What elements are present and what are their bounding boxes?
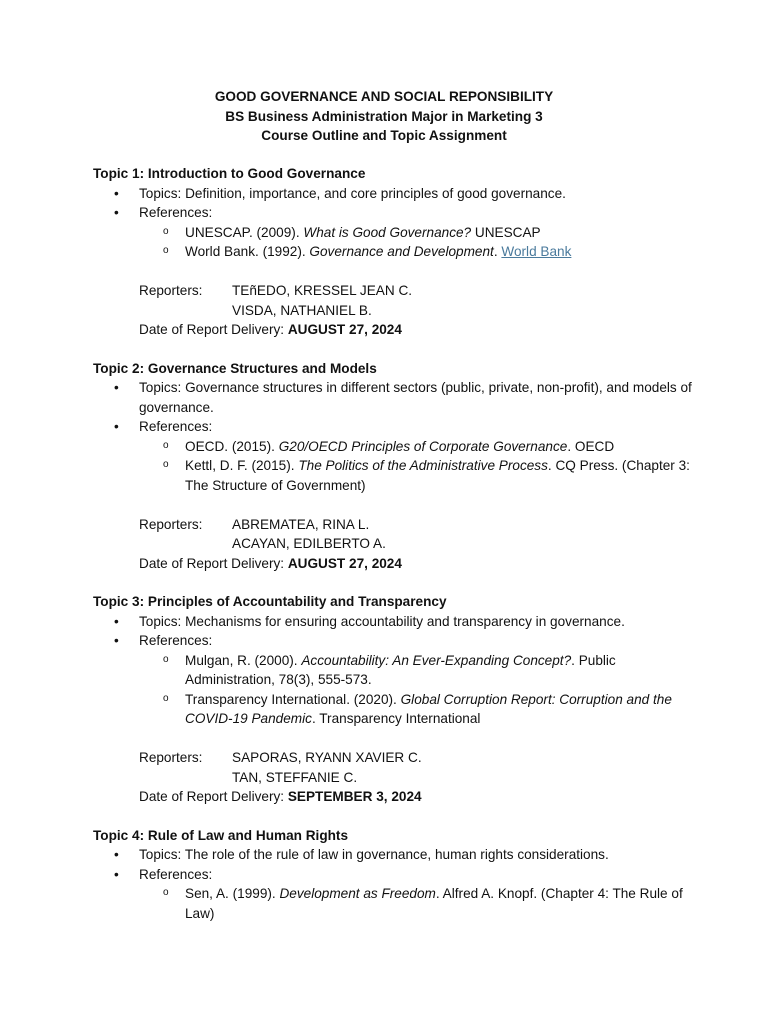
topics-text: Topics: Governance structures in different sectors (public, private, non-profit), and models of governance. (139, 380, 692, 415)
reference-title: Global Corruption Report: Corruption and the COVID-19 Pandemic (185, 691, 672, 726)
references-label: References: (139, 633, 213, 648)
topic-bullets (93, 184, 693, 262)
reference-item (139, 651, 693, 690)
topics-text: Topics: Mechanisms for ensuring accountability and transparency in governance. (139, 613, 625, 629)
references-bullet (93, 631, 693, 729)
topic-1-section (93, 164, 693, 340)
date-label: Date of Report Delivery: (139, 322, 288, 337)
reference-source: UNESCAP (471, 224, 541, 240)
reporters-block (139, 515, 693, 574)
reference-author: UNESCAP. (2009). (185, 224, 304, 240)
report-date: AUGUST 27, 2024 (287, 555, 402, 571)
date-label: Date of Report Delivery: (139, 789, 288, 804)
reference-author: Mulgan, R. (2000). (185, 652, 302, 668)
reference-title: What is Good Governance? (303, 224, 472, 240)
reporters-block (139, 748, 693, 807)
reference-author: OECD. (2015). (185, 438, 279, 454)
reference-source: . Alfred A. Knopf. (Chapter 4: The Rule of Law) (185, 886, 683, 921)
reporters-label: Reporters: (139, 750, 203, 765)
course-title: GOOD GOVERNANCE AND SOCIAL REPONSIBILITY (214, 89, 554, 104)
reference-list (139, 223, 693, 262)
reference-title: Governance and Development (309, 244, 494, 259)
document-header (0, 87, 768, 146)
reference-source: . (493, 244, 502, 259)
reference-item (139, 456, 693, 495)
topics-text: Topics: The role of the rule of law in governance, human rights considerations. (139, 847, 609, 862)
reference-title: The Politics of the Administrative Process (298, 458, 548, 473)
topic-title: Topic 4: Rule of Law and Human Rights (93, 827, 349, 843)
date-label: Date of Report Delivery: (139, 555, 288, 571)
reference-item (139, 884, 693, 923)
reference-list (139, 651, 693, 729)
reporter-name: VISDA, NATHANIEL B. (232, 302, 372, 318)
reference-source: . Transparency International (311, 711, 481, 726)
topics-bullet (93, 378, 693, 417)
reporters-label: Reporters: (139, 283, 203, 298)
reference-source: . OECD (567, 438, 615, 454)
reference-list (139, 884, 693, 923)
reference-title: Development as Freedom (279, 886, 436, 901)
reference-item (139, 690, 693, 729)
reference-item (139, 437, 693, 457)
reference-source: . Public Administration, 78(3), 555-573. (185, 652, 616, 687)
topic-title: Topic 3: Principles of Accountability and Transparency (93, 594, 447, 609)
topic-bullets (93, 612, 693, 729)
references-bullet (93, 203, 693, 262)
reporters-label: Reporters: (139, 516, 203, 532)
reference-source: . CQ Press. (Chapter 3: The Structure of Government) (185, 458, 690, 493)
topic-title: Topic 1: Introduction to Good Governance (93, 166, 366, 181)
reference-list (139, 437, 693, 496)
report-date: SEPTEMBER 3, 2024 (287, 789, 422, 804)
references-bullet (93, 865, 693, 924)
reporter-name: SAPORAS, RYANN XAVIER C. (232, 750, 422, 765)
topic-title: Topic 2: Governance Structures and Models (93, 360, 377, 376)
reporter-name: ACAYAN, EDILBERTO A. (232, 536, 386, 551)
topics-text: Topics: Definition, importance, and core principles of good governance. (139, 185, 566, 201)
program-subtitle: BS Business Administration Major in Marketing 3 (225, 108, 543, 124)
report-date-line (139, 554, 693, 574)
reference-title: Accountability: An Ever-Expanding Concept? (301, 652, 572, 668)
reference-author: Transparency International. (2020). (185, 691, 401, 707)
report-date: AUGUST 27, 2024 (287, 322, 402, 337)
outline-subtitle: Course Outline and Topic Assignment (261, 128, 507, 144)
reference-item (139, 242, 693, 262)
topic-bullets (93, 845, 693, 923)
reference-author: Kettl, D. F. (2015). (185, 458, 299, 473)
report-date-line (139, 787, 693, 807)
world-bank-link[interactable]: World Bank (501, 244, 572, 259)
topic-list (93, 164, 693, 942)
report-date-line (139, 320, 693, 340)
references-label: References: (139, 205, 213, 220)
reporter-name: TAN, STEFFANIE C. (232, 769, 358, 785)
references-label: References: (139, 419, 213, 434)
topics-bullet (93, 845, 693, 865)
reporter-name: TEñEDO, KRESSEL JEAN C. (232, 283, 413, 298)
topic-3-section (93, 592, 693, 807)
topic-4-section (93, 826, 693, 924)
topics-bullet (93, 612, 693, 632)
topic-bullets (93, 378, 693, 495)
reporters-block (139, 281, 693, 340)
references-bullet (93, 417, 693, 495)
references-label: References: (139, 866, 213, 882)
topic-2-section (93, 359, 693, 574)
reference-author: Sen, A. (1999). (185, 886, 280, 901)
reporter-name: ABREMATEA, RINA L. (232, 516, 370, 532)
topics-bullet (93, 184, 693, 204)
reference-title: G20/OECD Principles of Corporate Governance (278, 438, 568, 454)
reference-author: World Bank. (1992). (185, 244, 310, 259)
reference-item (139, 223, 693, 243)
